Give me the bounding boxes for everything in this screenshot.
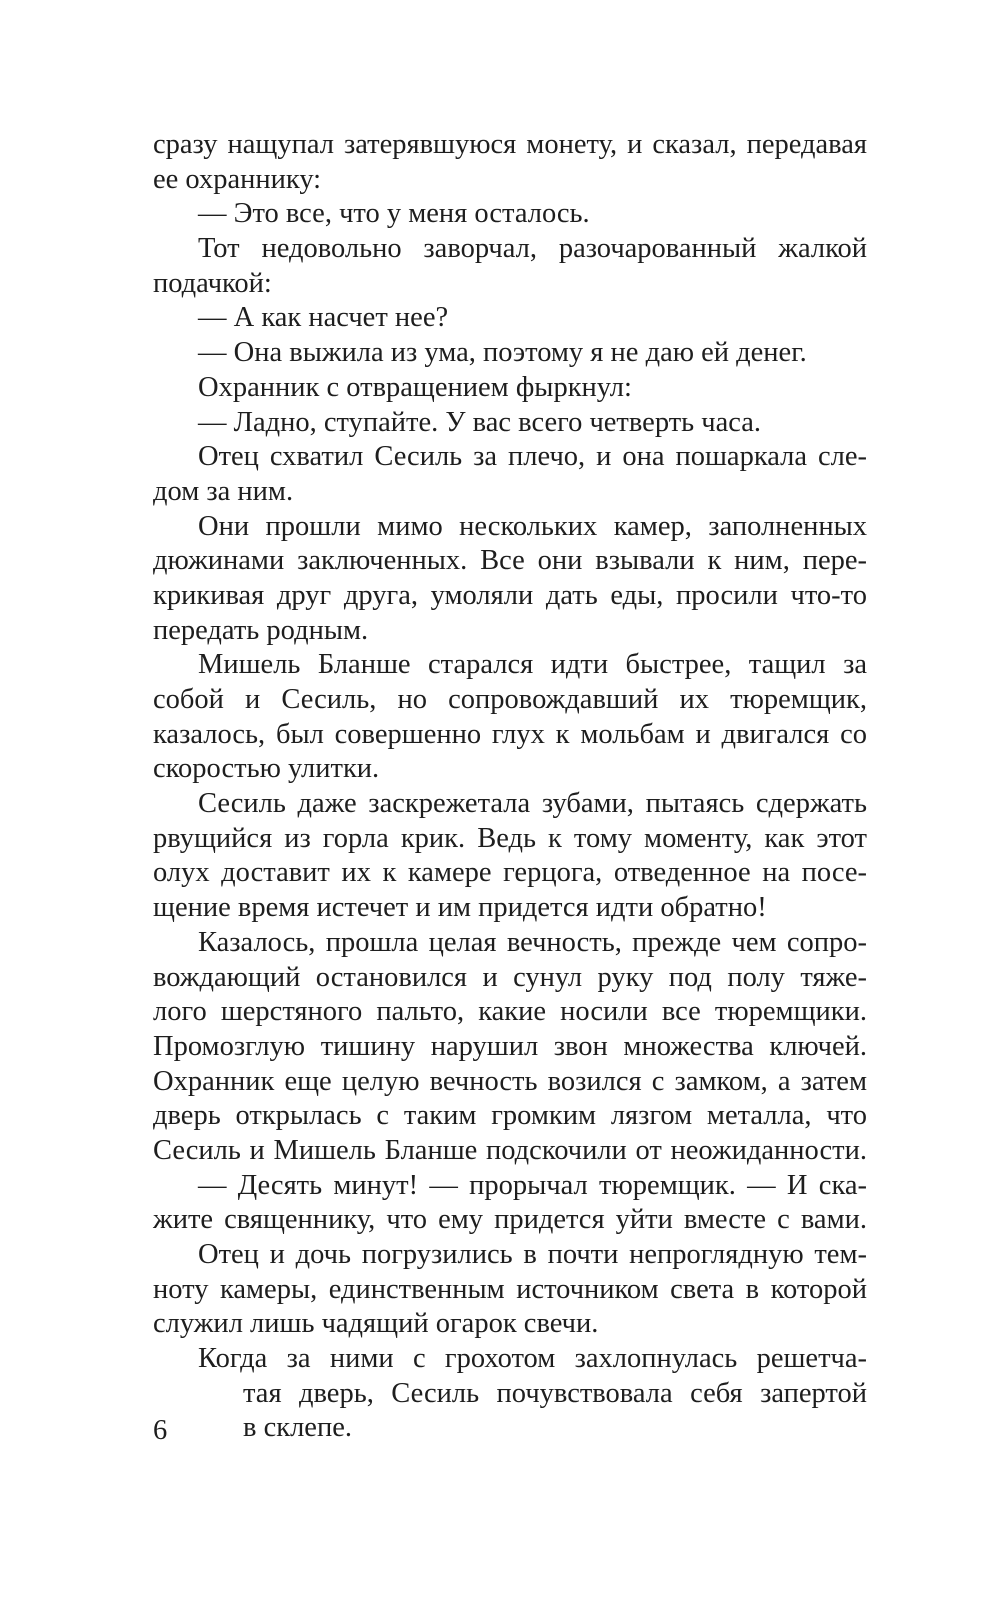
text-line: служил лишь чадящий огарок свечи. [153, 1308, 599, 1340]
text-line: в склепе. [243, 1412, 352, 1444]
body-text [153, 128, 867, 1446]
text-line: Когда за ними с грохотом захлопнулась решетча- [198, 1343, 867, 1375]
text-line: Охранник еще целую вечность возился с замком, а затем [153, 1065, 867, 1097]
text-line: рвущийся из горла крик. Ведь к тому моменту, как этот [153, 822, 867, 854]
text-line: — А как насчет нее? [198, 302, 449, 334]
text-line: скоростью улитки. [153, 753, 380, 785]
text-line: тая дверь, Сесиль почувствовала себя запертой [243, 1377, 867, 1409]
text-line: Сесиль и Мишель Бланше подскочили от неожиданности. [153, 1134, 867, 1166]
text-line: Мишель Бланше старался идти быстрее, тащил за [198, 649, 867, 681]
page-number: 6 [153, 1415, 168, 1446]
text-line: дверь открылась с таким громким лязгом металла, что [153, 1100, 867, 1132]
text-line: дом за ним. [153, 475, 294, 507]
text-line: передать родным. [153, 614, 369, 646]
text-line: Отец схватил Сесиль за плечо, и она пошаркала сле- [198, 441, 867, 473]
text-line: — Ладно, ступайте. У вас всего четверть часа. [198, 406, 762, 438]
text-line: собой и Сесиль, но сопровождавший их тюремщик, [153, 684, 867, 715]
text-line: — Она выжила из ума, поэтому я не даю ей денег. [198, 337, 807, 369]
text-line: ноту камеры, единственным источником света в которой [153, 1273, 867, 1305]
text-line: жите священнику, что ему придется уйти вместе с вами. [153, 1204, 867, 1236]
text-line: крикивая друг друга, умоляли дать еды, просили что-то [153, 579, 867, 611]
text-line: — Десять минут! — прорычал тюремщик. — И ска- [198, 1169, 867, 1201]
text-line: Казалось, прошла целая вечность, прежде чем сопро- [198, 926, 867, 958]
text-line: дюжинами заключенных. Все они взывали к ним, пере- [153, 545, 867, 577]
text-line: Охранник с отвращением фыркнул: [198, 371, 632, 403]
text-line: щение время истечет и им придется идти обратно! [153, 892, 767, 924]
text-line: казалось, был совершенно глух к мольбам и двигался со [153, 718, 867, 750]
text-line: вождающий остановился и сунул руку под полу тяже- [153, 961, 867, 993]
text-line: лого шерстяного пальто, какие носили все тюремщики. [153, 996, 867, 1028]
text-line: сразу нащупал затерявшуюся монету, и сказал, передавая [153, 129, 867, 160]
text-line: Промозглую тишину нарушил звон множества ключей. [153, 1030, 867, 1062]
text-line: Они прошли мимо нескольких камер, заполненных [198, 510, 867, 542]
text-line: — Это все, что у меня осталось. [198, 198, 590, 230]
text-line: ее охраннику: [153, 163, 322, 195]
text-line: Отец и дочь погрузились в почти непроглядную тем- [198, 1239, 867, 1270]
text-line: олух доставит их к камере герцога, отведенное на посе- [153, 857, 867, 889]
text-line: Сесиль даже заскрежетала зубами, пытаясь сдержать [198, 788, 867, 820]
text-line: подачкой: [153, 267, 272, 299]
text-line: Тот недовольно заворчал, разочарованный жалкой [198, 233, 867, 265]
